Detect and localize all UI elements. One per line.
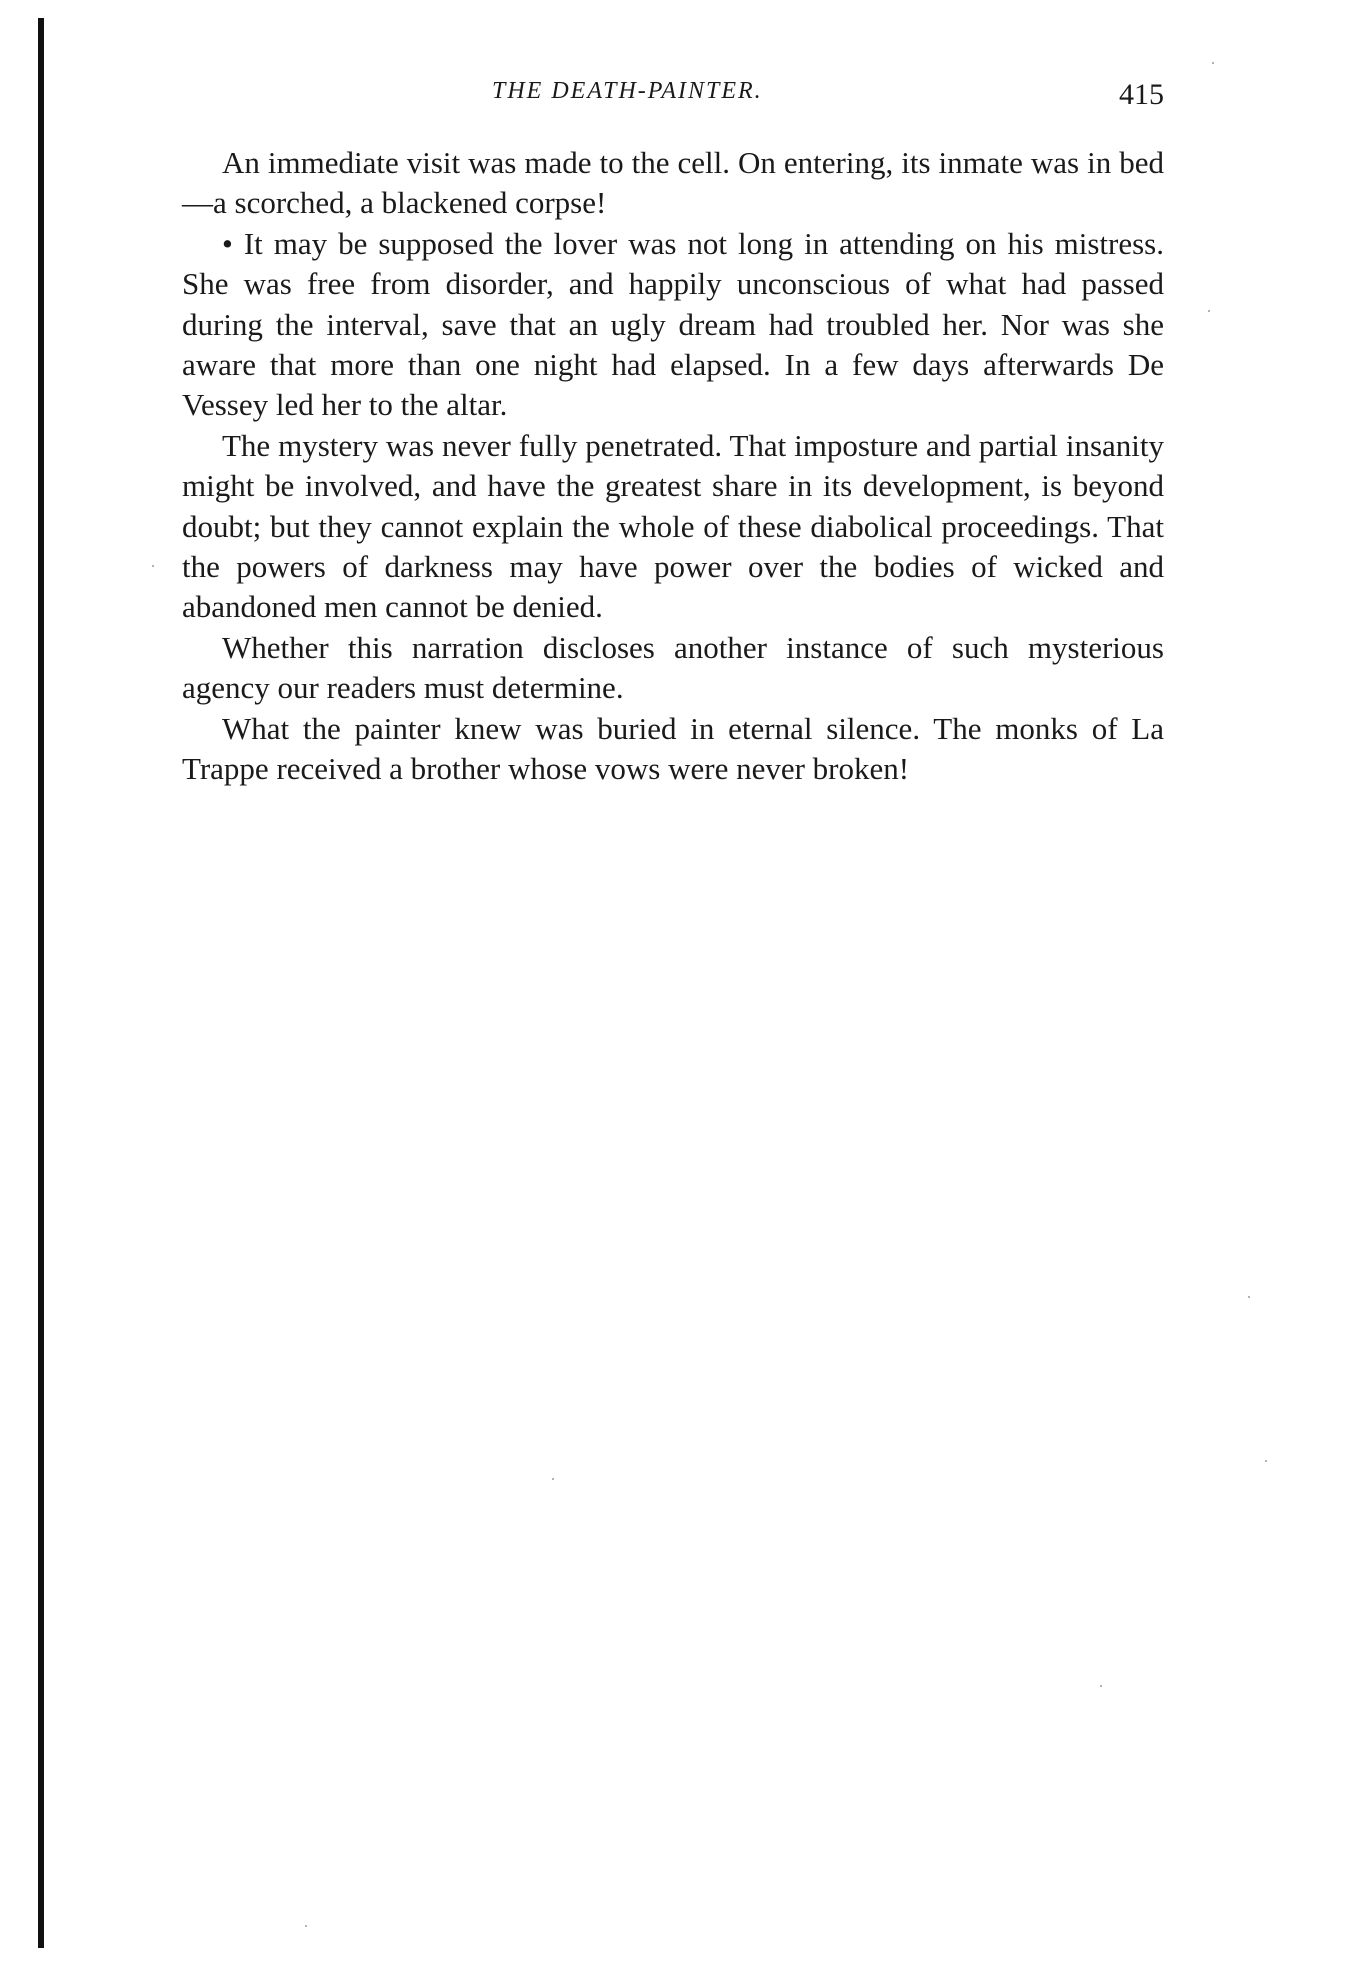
paragraph: Whether this narration discloses another instance of such mysterious agency our readers must determine. [182,629,1164,706]
paragraph: What the painter knew was buried in eternal silence. The monks of La Trappe received a brother whose vows were never broken! [182,710,1164,787]
page-number: 415 [1119,78,1164,111]
page-header [182,78,1164,118]
paragraph: • It may be supposed the lover was not long in attending on his mistress. She was free from disorder, and happily unconscious of what had passed during the interval, save that an ugly dream had troubled her. Nor was she aware that more than one night had elapsed. In a few days afterwards De Vessey led her to the altar. [182,225,1164,423]
running-title: THE DEATH-PAINTER. [492,78,763,104]
binding-edge [38,18,44,1948]
body-text [182,143,1164,790]
paragraph: The mystery was never fully penetrated. That imposture and partial insanity might be involved, and have the greatest share in its development, is beyond doubt; but they cannot explain the whole of these diabolical proceedings. That the powers of darkness may have power over the bodies of wicked and abandoned men cannot be denied. [182,427,1164,625]
paragraph: An immediate visit was made to the cell. On entering, its inmate was in bed—a scorched, a blackened corpse! [182,145,1164,221]
